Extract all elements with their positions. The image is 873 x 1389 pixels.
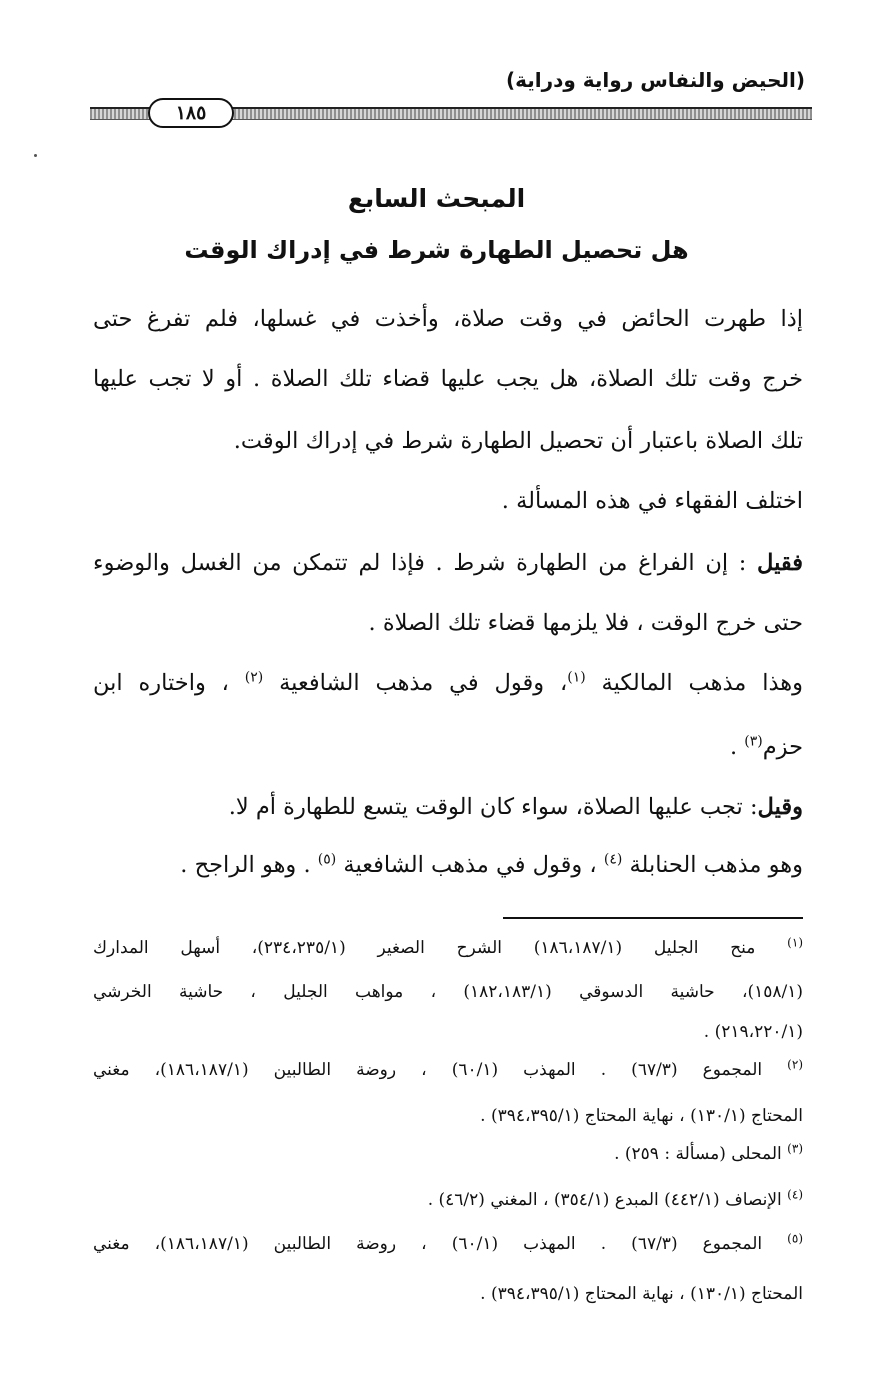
footnote-1-line-1 bbox=[93, 935, 803, 958]
paragraph-3-line-1 bbox=[93, 550, 803, 576]
footnote-ref-1: (١) bbox=[567, 669, 586, 686]
footnote-ref-5: (٥) bbox=[317, 851, 337, 868]
footnote-ref-4: (٤) bbox=[603, 851, 623, 868]
paragraph-3-line-2: حتى خرج الوقت ، فلا يلزمها قضاء تلك الصلاة . bbox=[368, 610, 803, 636]
paragraph-6-text-c: . وهو الراجح . bbox=[180, 852, 318, 878]
footnote-1-text-1: منح الجليل (١٨٦،١٨٧/١) الشرح الصغير (٢٣٤،٢٣٥/١)، أسهل المدارك bbox=[93, 938, 788, 958]
stray-mark bbox=[34, 154, 37, 157]
footnote-5-line-2: المحتاج (١٣٠/١) ، نهاية المحتاج (٣٩٤،٣٩٥/١) . bbox=[480, 1284, 803, 1304]
paragraph-5-text: : تجب عليها الصلاة، سواء كان الوقت يتسع للطهارة أم لا. bbox=[228, 794, 758, 820]
paragraph-4-text-b: ، وقول في مذهب الشافعية bbox=[263, 670, 568, 696]
paragraph-6-text-b: ، وقول في مذهب الشافعية bbox=[336, 852, 604, 878]
footnote-3-line-1 bbox=[614, 1141, 803, 1164]
paragraph-5-lead: وقيل bbox=[757, 794, 803, 820]
paragraph-4-line-2 bbox=[730, 734, 803, 760]
footnote-2-line-2: المحتاج (١٣٠/١) ، نهاية المحتاج (٣٩٤،٣٩٥/١) . bbox=[480, 1106, 803, 1126]
footnote-4-mark: (٤) bbox=[787, 1187, 803, 1202]
footnote-separator bbox=[503, 917, 803, 919]
paragraph-4-text-c: ، واختاره ابن bbox=[93, 670, 245, 696]
footnote-5-mark: (٥) bbox=[787, 1231, 803, 1246]
paragraph-5 bbox=[229, 794, 803, 820]
paragraph-2: اختلف الفقهاء في هذه المسألة . bbox=[501, 488, 803, 514]
section-subtitle: هل تحصيل الطهارة شرط في إدراك الوقت bbox=[184, 236, 689, 264]
paragraph-6-text-a: وهو مذهب الحنابلة bbox=[622, 852, 803, 878]
paragraph-3-lead: فقيل bbox=[757, 550, 803, 576]
section-title: المبحث السابع bbox=[347, 184, 526, 213]
footnote-4-line-1 bbox=[427, 1187, 803, 1210]
paragraph-1-line-2: خرج وقت تلك الصلاة، هل يجب عليها قضاء تلك الصلاة . أو لا تجب عليها bbox=[93, 366, 803, 392]
paragraph-4-text-a: وهذا مذهب المالكية bbox=[585, 670, 803, 696]
footnote-5-line-1 bbox=[93, 1231, 803, 1254]
paragraph-4-line-1 bbox=[93, 670, 803, 696]
paragraph-6 bbox=[180, 852, 803, 878]
footnote-2-text-1: المجموع (٦٧/٣) . المهذب (٦٠/١) ، روضة الطالبين (١٨٦،١٨٧/١)، مغني bbox=[93, 1060, 788, 1080]
page-number: ١٨٥ bbox=[148, 98, 234, 128]
footnote-2-line-1 bbox=[93, 1057, 803, 1080]
paragraph-4-line-2-end: . bbox=[729, 734, 745, 760]
footnote-3-text: المحلى (مسألة : ٢٥٩) . bbox=[614, 1144, 788, 1164]
footnote-1-line-3: (٢١٩،٢٢٠/١) . bbox=[703, 1022, 803, 1042]
running-header-title: (الحيض والنفاس رواية ودراية) bbox=[505, 68, 805, 92]
paragraph-4-line-2-text: حزم bbox=[762, 734, 803, 760]
paragraph-1-line-1: إذا طهرت الحائض في وقت صلاة، وأخذت في غسلها، فلم تفرغ حتى bbox=[93, 306, 803, 332]
footnote-ref-3: (٣) bbox=[744, 733, 763, 750]
paragraph-1-line-3: تلك الصلاة باعتبار أن تحصيل الطهارة شرط في إدراك الوقت. bbox=[233, 428, 803, 454]
paragraph-3-line-1-text: : إن الفراغ من الطهارة شرط . فإذا لم تتمكن من الغسل والوضوء bbox=[93, 550, 758, 576]
footnote-5-text-1: المجموع (٦٧/٣) . المهذب (٦٠/١) ، روضة الطالبين (١٨٦،١٨٧/١)، مغني bbox=[93, 1234, 788, 1254]
footnote-4-text: الإنصاف (٤٤٢/١) المبدع (٣٥٤/١) ، المغني (٤٦/٢) . bbox=[427, 1190, 788, 1210]
footnote-2-mark: (٢) bbox=[787, 1057, 803, 1072]
footnote-1-line-2: (١٥٨/١)، حاشية الدسوقي (١٨٢،١٨٣/١) ، مواهب الجليل ، حاشية الخرشي bbox=[93, 982, 804, 1002]
footnote-1-mark: (١) bbox=[787, 935, 803, 950]
footnote-3-mark: (٣) bbox=[787, 1141, 803, 1156]
footnote-ref-2: (٢) bbox=[244, 669, 264, 686]
